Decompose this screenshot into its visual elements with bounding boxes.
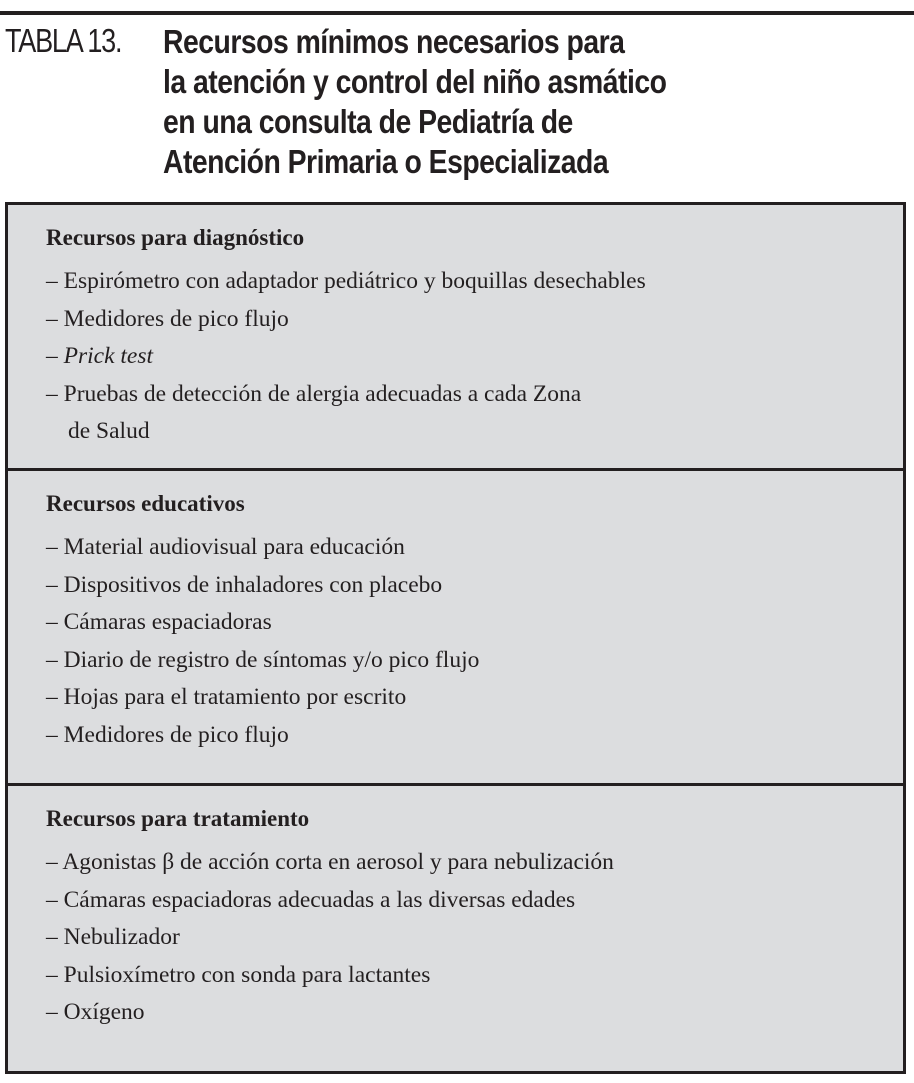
section-diagnostico [8,205,903,471]
list-item [46,376,903,451]
list-item [46,338,903,376]
title-line: la atención y control del niño asmático [163,63,667,100]
list-item: – Agonistas β de acción corta en aerosol y para nebulización [46,849,614,875]
list-item: – Medidores de pico flujo [46,721,289,748]
resources-table [5,202,906,1074]
title-line: Recursos mínimos necesarios para [163,23,625,60]
top-rule [0,11,914,15]
list-item-continuation: de Salud [68,418,150,444]
list-item-italic: Prick test [63,343,154,369]
list-item: – Oxígeno [46,999,145,1025]
section-heading: Recursos educativos [46,491,245,516]
list-item: – Hojas para el tratamiento por escrito [46,684,407,710]
list-item: – Dispositivos de inhaladores con placebo [46,571,443,598]
list-item: – Diario de registro de síntomas y/o pico flujo [46,646,480,673]
section-tratamiento [8,786,903,1071]
list-item: – Espirómetro con adaptador pediátrico y boquillas desechables [46,268,646,294]
list-item: – Medidores de pico flujo [46,305,289,332]
list-item: – Pulsioxímetro con sonda para lactantes [46,961,431,988]
title-line: en una consulta de Pediatría de [163,103,573,140]
section-heading: Recursos para diagnóstico [46,225,305,250]
list-item: – Material audiovisual para educación [46,534,405,560]
table-label: TABLA 13. [5,22,122,59]
list-item-dash: – [46,343,64,369]
list-item: – Nebulizador [46,924,180,950]
section-heading: Recursos para tratamiento [46,806,310,831]
section-educativos [8,471,903,786]
table-title [163,22,903,182]
title-line: Atención Primaria o Especializada [163,143,609,180]
list-item-text: – Pruebas de detección de alergia adecuadas a cada Zona [46,380,582,407]
list-item: – Cámaras espaciadoras [46,609,272,635]
list-item: – Cámaras espaciadoras adecuadas a las diversas edades [46,886,576,913]
